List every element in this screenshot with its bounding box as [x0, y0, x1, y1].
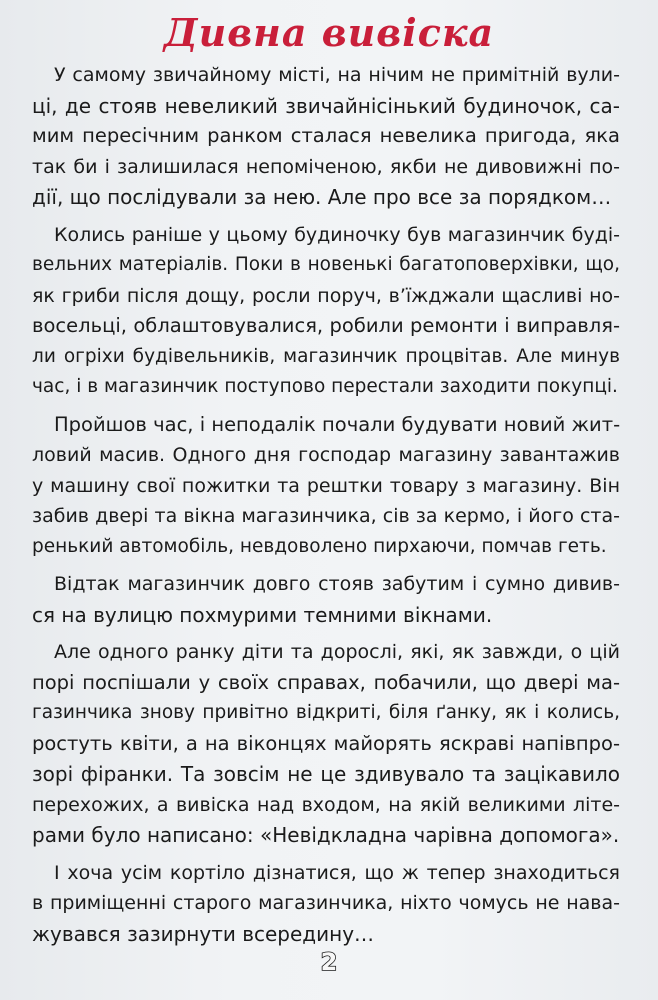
story-text [32, 60, 620, 956]
text-line: дії, що послідували за нею. Але про все за порядком… [32, 185, 612, 209]
text-line: рами було написано: «Невідкладна чарівна допомога». [32, 823, 620, 847]
text-line: перехожих, а вивіска над входом, на якій великими літе- [32, 793, 620, 816]
text-line: ці, де стояв невеликий звичайнісінький будиночок, са- [32, 93, 620, 118]
text-line: мим пересічним ранком сталася невелика пригода, яка [32, 124, 620, 147]
text-line: жувався зазирнути всередину… [32, 921, 375, 946]
text-line: ловий масив. Одного дня господар магазину завантажив [32, 444, 620, 466]
text-line: І хоча усім кортіло дізнатися, що ж тепер знаходиться [54, 861, 620, 884]
text-line: вельних матеріалів. Поки в новенькі багатоповерхівки, що, [32, 254, 620, 275]
page-number: 2 [320, 948, 338, 976]
text-line: ростуть квіти, а на віконцях майорять яскраві напівпро- [32, 731, 620, 755]
text-line: Колись раніше у цьому будиночку був магазинчик буді- [54, 223, 620, 246]
text-line: час, і в магазинчик поступово перестали заходити покупці. [32, 376, 618, 397]
text-line: У самому звичайному місті, на нічим не примітній вули- [54, 64, 620, 86]
paragraph [32, 60, 620, 213]
paragraph [32, 410, 620, 563]
text-line: в приміщенні старого магазинчика, ніхто чомусь не нава- [32, 892, 620, 914]
text-line: як гриби після дощу, росли поруч, в’їжджали щасливі но- [32, 284, 620, 307]
text-line: газинчика знову привітно відкриті, біля ґанку, як і колись, [32, 702, 620, 723]
paragraph [32, 220, 620, 403]
text-line: Відтак магазинчик довго стояв забутим і сумно дивив- [54, 573, 620, 595]
paragraph [32, 858, 620, 950]
paragraph [32, 569, 620, 630]
text-line: порі поспішали у своїх справах, побачили, що двері ма- [32, 670, 620, 694]
text-line: ся на вулицю похмурими темними вікнами. [32, 602, 493, 627]
text-line: забив двері та вікна магазинчика, сів за кермо, і його ста- [32, 505, 620, 527]
text-line: Пройшов час, і неподалік почали будувати новий жит- [54, 412, 621, 436]
text-line: Але одного ранку діти та дорослі, які, як завжди, о цій [54, 641, 620, 663]
paragraph [32, 637, 620, 851]
text-line: зорі фіранки. Та зовсім не це здивувало та зацікавило [32, 762, 620, 786]
text-line: ренький автомобіль, невдоволено пирхаючи, помчав геть. [32, 535, 607, 557]
text-line: восельці, облаштовувалися, робили ремонти і виправля- [32, 314, 620, 337]
text-line: у машину свої пожитки та рештки товару з магазину. Він [32, 474, 620, 497]
page-title: Дивна вивіска [163, 10, 495, 55]
text-line: так би і залишилася непоміченою, якби не дивовижні по- [32, 155, 620, 178]
text-line: ли огріхи будівельників, магазинчик процвітав. Але минув [32, 345, 620, 367]
